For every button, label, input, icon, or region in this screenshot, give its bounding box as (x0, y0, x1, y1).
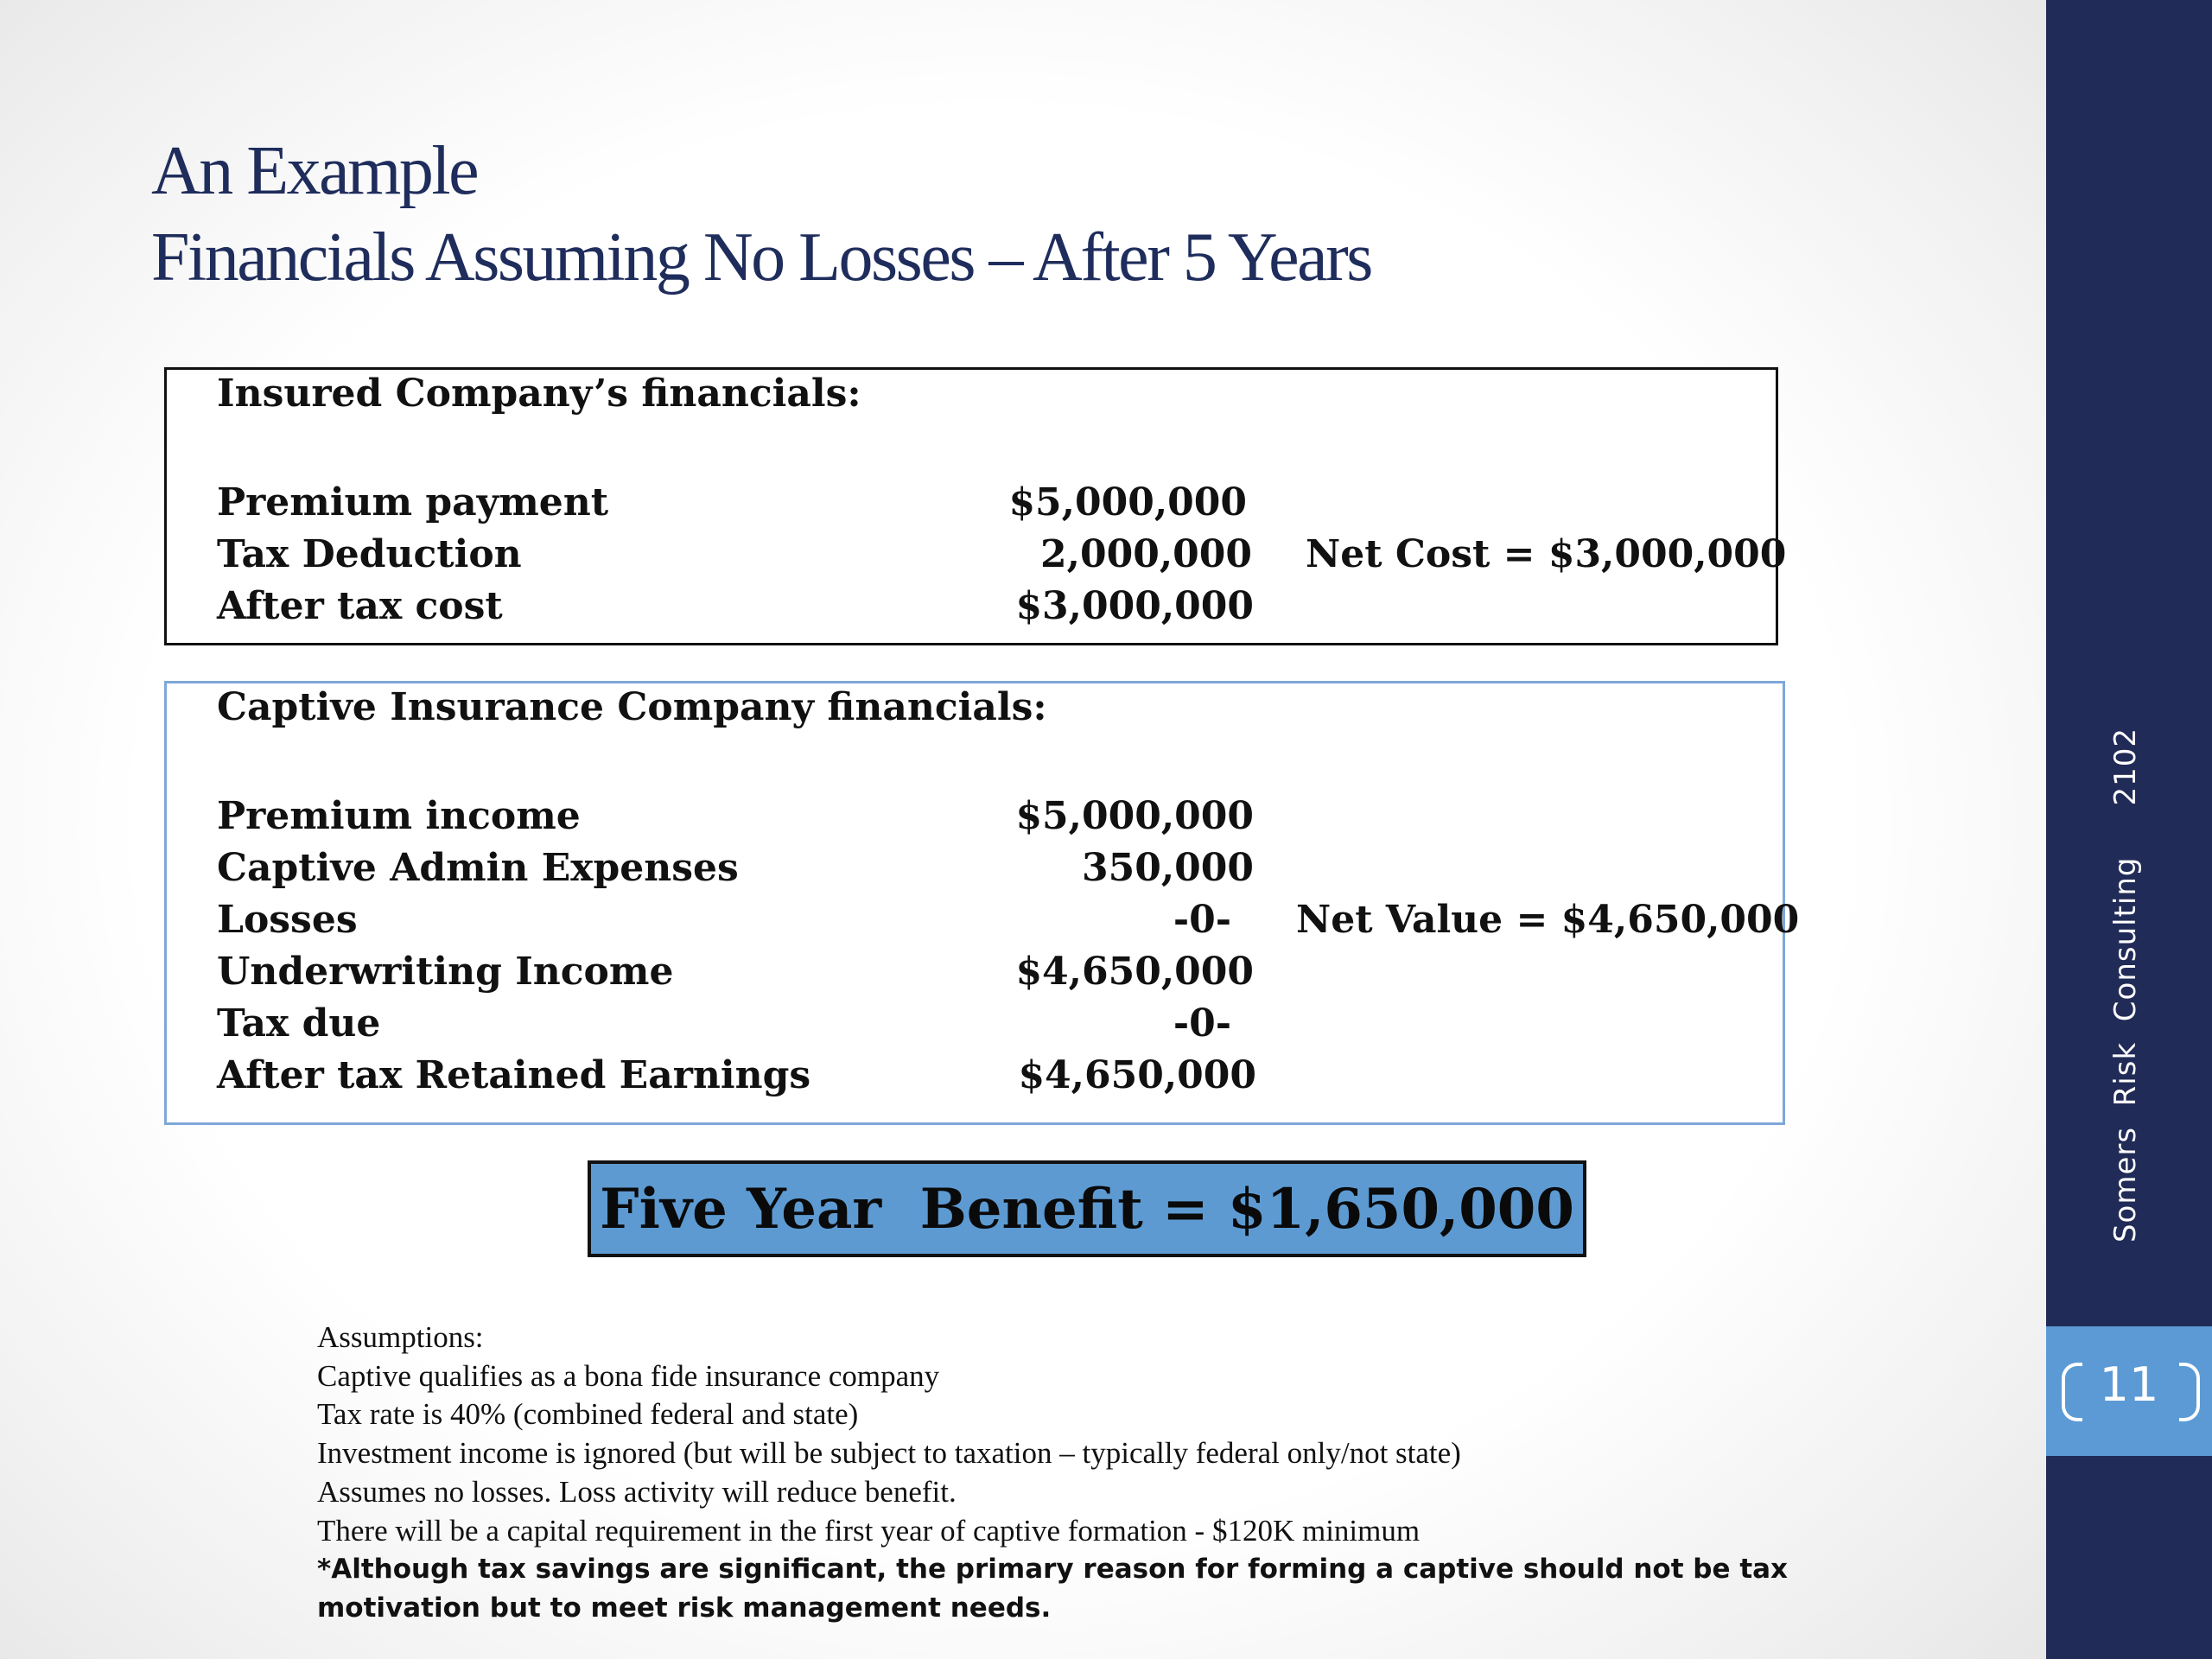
insured-row (217, 477, 1254, 529)
captive-row-label: After tax Retained Earnings (217, 1053, 811, 1097)
insured-row-value: 2,000,000 (1040, 532, 1252, 576)
captive-row-label: Captive Admin Expenses (217, 846, 739, 890)
insured-row-value: $3,000,000 (1015, 584, 1254, 628)
insured-heading: Insured Company’s financials: (217, 372, 861, 416)
page-number-tab (2046, 1326, 2212, 1456)
title-line-1: An Example (151, 133, 478, 209)
insured-row-value: $5,000,000 (1008, 480, 1247, 524)
insured-row (217, 529, 1254, 581)
captive-row-value: -0- (1173, 898, 1231, 942)
title-line-2: Financials Assuming No Losses – After 5 Years (151, 219, 1371, 296)
captive-row-value: $4,650,000 (1018, 1053, 1256, 1097)
assumption-item: Tax rate is 40% (combined federal and state) (317, 1397, 859, 1432)
footer-text: Somers Risk Consulting 2102 (2108, 727, 2143, 1243)
captive-row (217, 946, 1254, 998)
assumptions-heading: Assumptions: (317, 1320, 484, 1354)
net-cost-summary: Net Cost = $3,000,000 (1306, 532, 1787, 576)
captive-financials-box (164, 681, 1800, 1125)
captive-row (217, 791, 1254, 842)
captive-row-label: Underwriting Income (217, 950, 674, 994)
captive-row (217, 894, 1254, 946)
captive-heading: Captive Insurance Company financials: (217, 685, 1047, 729)
captive-row-value: -0- (1173, 1001, 1231, 1046)
insured-financials-box (164, 367, 1787, 645)
insured-row-label: Tax Deduction (217, 532, 522, 576)
assumptions-block (317, 1319, 1959, 1628)
insured-row-label: After tax cost (217, 584, 503, 628)
captive-row (217, 1050, 1254, 1102)
tax-motivation-note: *Although tax savings are significant, the primary reason for forming a captive should not be tax motivation but to meet risk management needs. (317, 1554, 1789, 1624)
assumption-item: Assumes no losses. Loss activity will reduce benefit. (317, 1474, 957, 1509)
slide-title (151, 128, 1371, 301)
assumption-item: Investment income is ignored (but will be subject to taxation – typically federal only/not state) (317, 1436, 1461, 1471)
captive-row-value: $5,000,000 (1015, 794, 1254, 838)
captive-row-label: Losses (217, 898, 358, 942)
net-value-summary: Net Value = $4,650,000 (1296, 898, 1800, 942)
captive-row (217, 998, 1254, 1050)
insured-row-label: Premium payment (217, 480, 609, 524)
five-year-benefit-banner: Five Year Benefit = $1,650,000 (588, 1160, 1586, 1257)
assumption-item: Captive qualifies as a bona fide insurance company (317, 1358, 940, 1393)
captive-row-label: Premium income (217, 794, 581, 838)
page-number: 11 (2099, 1357, 2159, 1412)
captive-row (217, 842, 1254, 894)
assumption-item: There will be a capital requirement in the first year of captive formation - $120K minimum (317, 1513, 1421, 1548)
captive-row-label: Tax due (217, 1001, 381, 1046)
captive-row-value: $4,650,000 (1015, 950, 1254, 994)
captive-row-value: 350,000 (1081, 846, 1254, 890)
insured-row (217, 581, 1254, 632)
